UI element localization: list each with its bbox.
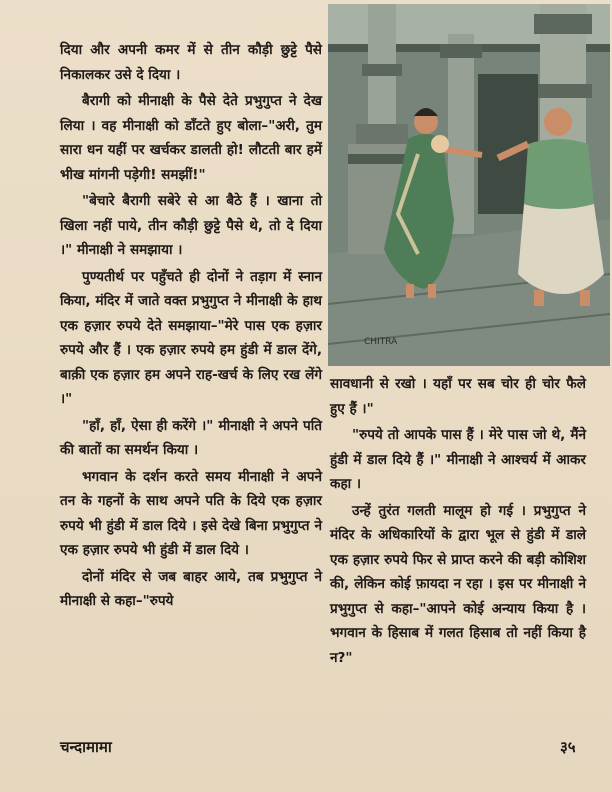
right-text-column [330, 372, 586, 672]
paragraph: "हाँ, हाँ, ऐसा ही करेंगे ।" मीनाक्षी ने अपने पति की बातों का समर्थन किया । [60, 417, 322, 458]
story-illustration [328, 4, 610, 366]
paragraph: उन्हें तुरंत गलती मालूम हो गई । प्रभुगुप्त ने मंदिर के अधिकारियों के द्वारा भूल से हुंडी में डाले एक हज़ार रुपये फिर से प्राप्त करने की बड़ी कोशिश की, लेकिन कोई फ़ायदा न रहा । इस पर मीनाक्षी ने प्रभुगुप्त से कहा–"आपने कोई अन्याय किया है । भगवान के हिसाब में गलत हिसाब तो नहीं किया है न?" [330, 502, 586, 666]
page-number: ३५ [560, 738, 576, 756]
paragraph: भगवान के दर्शन करते समय मीनाक्षी ने अपने तन के गहनों के साथ अपने पति के दिये एक हज़ार रुपये भी हुंडी में डाल दिये । इसे देखे बिना प्रभुगुप्त ने एक हज़ार रुपये भी हुंडी में डाल दिये । [60, 468, 322, 558]
paragraph: बैरागी को मीनाक्षी के पैसे देते प्रभुगुप्त ने देख लिया । वह मीनाक्षी को डाँटते हुए बोला–"अरी, तुम सारा धन यहीं पर खर्चकर डालती हो! लौटती बार हमें भीख मांगनी पड़ेगी! समझीं!" [60, 93, 322, 183]
magazine-name: चन्दामामा [60, 738, 112, 756]
paragraph: दोनों मंदिर से जब बाहर आये, तब प्रभुगुप्त ने मीनाक्षी से कहा–"रुपये [60, 568, 322, 609]
paragraph: "बेचारे बैरागी सबेरे से आ बैठे हैं । खाना तो खिला नहीं पाये, तीन कौड़ी छुट्टे पैसे थे, तो दे दिया ।" मीनाक्षी ने समझाया । [60, 193, 322, 258]
artist-signature: CHITRA [364, 337, 398, 347]
paragraph: सावधानी से रखो । यहाँ पर सब चोर ही चोर फैले हुए हैं ।" [330, 376, 586, 417]
paragraph: पुण्यतीर्थ पर पहुँचते ही दोनों ने तड़ाग में स्नान किया, मंदिर में जाते वक्त प्रभुगुप्त ने मीनाक्षी के हाथ एक हज़ार रुपये देते समझाया–"मेरे पास एक हज़ार रुपये और हैं । एक हज़ार रुपये हम हुंडी में डाल देंगे, बाक़ी एक हज़ार हम अपने राह-खर्च के लिए रख लेंगे ।" [60, 268, 322, 407]
paragraph: दिया और अपनी कमर में से तीन कौड़ी छुट्टे पैसे निकालकर उसे दे दिया । [60, 42, 322, 83]
paragraph: "रुपये तो आपके पास हैं । मेरे पास जो थे, मैंने हुंडी में डाल दिये हैं ।" मीनाक्षी ने आश्चर्य में आकर कहा । [330, 427, 586, 492]
temple-scene-image [328, 4, 610, 366]
left-text-column [60, 38, 322, 616]
